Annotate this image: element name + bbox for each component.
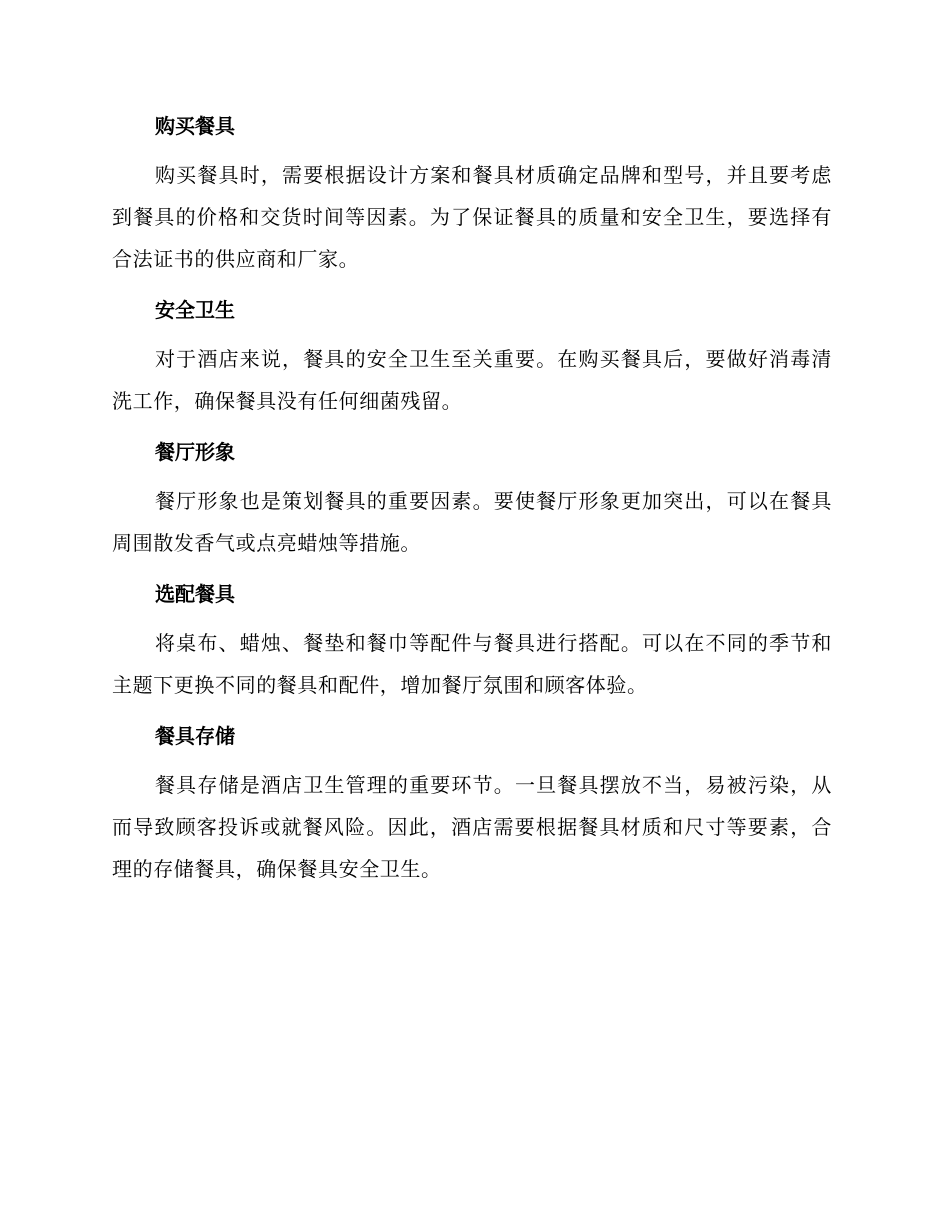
section-heading: 选配餐具: [155, 582, 235, 606]
section-storage: [112, 718, 832, 890]
section-purchase: [112, 108, 832, 280]
section-hygiene: [112, 292, 832, 422]
section-heading: 购买餐具: [155, 114, 235, 138]
section-matching: [112, 576, 832, 706]
section-image: [112, 434, 832, 564]
section-heading: 安全卫生: [155, 298, 235, 322]
section-paragraph: 餐具存储是酒店卫生管理的重要环节。一旦餐具摆放不当，易被污染，从而导致顾客投诉或就餐风险。因此，酒店需要根据餐具材质和尺寸等要素，合理的存储餐具，确保餐具安全卫生。: [112, 773, 832, 881]
section-paragraph: 购买餐具时，需要根据设计方案和餐具材质确定品牌和型号，并且要考虑到餐具的价格和交货时间等因素。为了保证餐具的质量和安全卫生，要选择有合法证书的供应商和厂家。: [112, 163, 832, 271]
section-heading: 餐具存储: [155, 724, 235, 748]
section-paragraph: 餐厅形象也是策划餐具的重要因素。要使餐厅形象更加突出，可以在餐具周围散发香气或点亮蜡烛等措施。: [112, 489, 832, 555]
section-paragraph: 对于酒店来说，餐具的安全卫生至关重要。在购买餐具后，要做好消毒清洗工作，确保餐具没有任何细菌残留。: [112, 347, 832, 413]
document-page: [112, 108, 832, 902]
section-heading: 餐厅形象: [155, 440, 235, 464]
section-paragraph: 将桌布、蜡烛、餐垫和餐巾等配件与餐具进行搭配。可以在不同的季节和主题下更换不同的餐具和配件，增加餐厅氛围和顾客体验。: [112, 631, 832, 697]
